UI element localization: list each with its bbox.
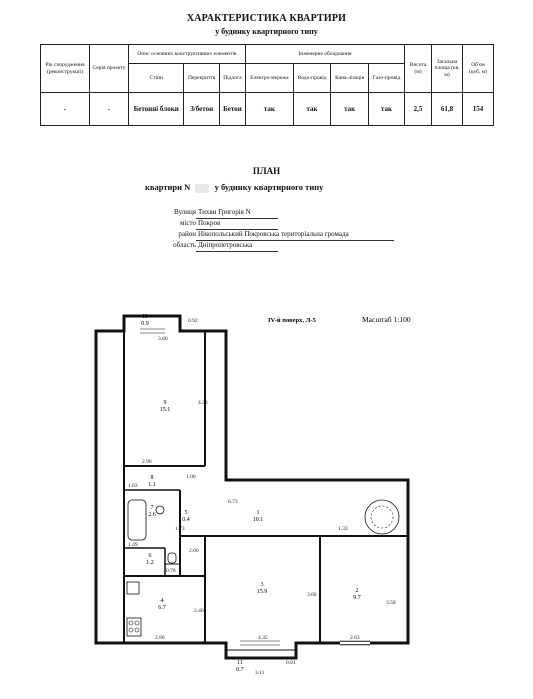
dim-room2-height: 3.58: [386, 600, 396, 606]
room-4-area: 6.7: [158, 605, 166, 611]
dim-room9-width: 3.60: [158, 336, 168, 342]
dim-room2-width: 2.63: [350, 635, 360, 641]
room-8-number: 8: [150, 475, 154, 481]
dim-kitchen-height: 2.40: [194, 608, 204, 614]
val-ground: Бетон: [219, 93, 245, 126]
room-9-number: 9: [163, 400, 167, 406]
outer-wall: [96, 316, 408, 658]
val-water: так: [293, 93, 331, 126]
region-value: Дніпропетровська: [196, 241, 278, 252]
plan-apartment-suffix: у будинку квартирного типу: [214, 182, 324, 192]
dim-room8-width: 1.63: [128, 483, 138, 489]
val-height: 2,5: [405, 93, 432, 126]
dim-room3-height: 3.66: [307, 592, 317, 598]
dim-corridor-length: 6.73: [228, 499, 238, 505]
dim-room6-width: 0.78: [166, 568, 176, 574]
val-total-area: 61,8: [432, 93, 463, 126]
room-3-number: 3: [260, 582, 264, 588]
street-value: Тихви Григорія N: [196, 208, 278, 219]
stove-icon: [127, 618, 141, 636]
room-1-number: 1: [256, 510, 260, 516]
val-floors: З/бетон: [184, 93, 220, 126]
dim-room3-width: 4.35: [258, 635, 268, 641]
col-walls-header: Стіни: [129, 64, 184, 93]
room-10-number: 10: [142, 314, 148, 320]
floor-label: IV-й поверх, Л-5: [268, 317, 316, 324]
dim-room7-width: 1.49: [128, 542, 138, 548]
dim-kitchen-width: 2.80: [155, 635, 165, 641]
val-series: -: [90, 93, 129, 126]
col-materials-header: Опис основних конструктивних елементів: [129, 45, 246, 64]
room-2-number: 2: [355, 588, 359, 594]
bathtub-icon: [128, 500, 146, 540]
dim-room7-height: 1.73: [175, 526, 185, 532]
col-sewer-header: Кана-лізація: [331, 64, 369, 93]
col-height-header: Висота (м): [405, 45, 432, 93]
region-label: область: [173, 241, 196, 249]
dim-right-small: 1.33: [338, 526, 348, 532]
dim-bottom-width: 3.11: [255, 670, 265, 676]
col-gas-header: Газо-провід: [369, 64, 405, 93]
room-8-area: 1.1: [148, 482, 156, 488]
dim-bottom-balcony: 0.81: [286, 660, 296, 666]
dim-corridor-small: 1.00: [186, 474, 196, 480]
room-11-number: 11: [237, 660, 243, 666]
sink-icon: [156, 506, 164, 514]
col-ground-header: Підлога: [219, 64, 245, 93]
street-label: Вулиця: [174, 208, 196, 216]
col-electric-header: Електро-мережа: [245, 64, 293, 93]
val-gas: так: [369, 93, 405, 126]
room-5-number: 5: [184, 510, 188, 516]
col-total-area-header: Загальна площа (кв. м): [432, 45, 463, 93]
room-9-area: 15.1: [159, 407, 171, 413]
document-subtitle: у будинку квартирного типу: [215, 27, 318, 36]
room-4-number: 4: [160, 598, 164, 604]
col-water-header: Водо-провід: [293, 64, 331, 93]
dim-room9-height: 4.23: [198, 400, 208, 406]
val-volume: 154: [463, 93, 494, 126]
room-6-area: 1.2: [146, 560, 154, 566]
document-title: ХАРАКТЕРИСТИКА КВАРТИРИ: [186, 13, 347, 24]
col-volume-header: Об'єм (куб. м): [463, 45, 494, 93]
room-11-area: 0.7: [236, 667, 244, 673]
room-1-area: 10.1: [252, 517, 264, 523]
room-3-area: 15.9: [256, 589, 268, 595]
toilet-icon: [168, 553, 176, 563]
city-label: місто: [180, 219, 196, 227]
room-7-number: 7: [150, 505, 154, 511]
dim-top-right: 0.92: [188, 318, 198, 324]
dim-corridor-top: 2.90: [142, 459, 152, 465]
col-year-header: Рік спорудження (реконструкції): [41, 45, 90, 93]
col-series-header: Серія проекту: [90, 45, 129, 93]
room-7-area: 2.6: [148, 512, 156, 518]
city-value: Покров: [196, 219, 278, 230]
col-engineering-header: Інженерне обладнання: [245, 45, 404, 64]
room-2-area: 9.7: [353, 595, 361, 601]
plan-apartment-prefix: квартири N: [145, 182, 191, 192]
room-10-area: 0.9: [141, 321, 149, 327]
val-electric: так: [245, 93, 293, 126]
val-year: -: [41, 93, 90, 126]
dim-room5-height: 2.66: [189, 548, 199, 554]
district-value: Нікопольський Покровська територіальна громада: [196, 230, 394, 241]
col-floors-header: Перекриття: [184, 64, 220, 93]
plan-heading: ПЛАН: [252, 166, 281, 176]
val-sewer: так: [331, 93, 369, 126]
room-5-area: 0.4: [182, 517, 190, 523]
scale-label: Масштаб 1:100: [362, 315, 411, 324]
district-label: район: [178, 230, 196, 238]
val-walls: Бетонні блоки: [129, 93, 184, 126]
tree-symbol: [365, 500, 399, 534]
kitchen-sink-icon: [127, 582, 139, 594]
room-6-number: 6: [148, 553, 152, 559]
